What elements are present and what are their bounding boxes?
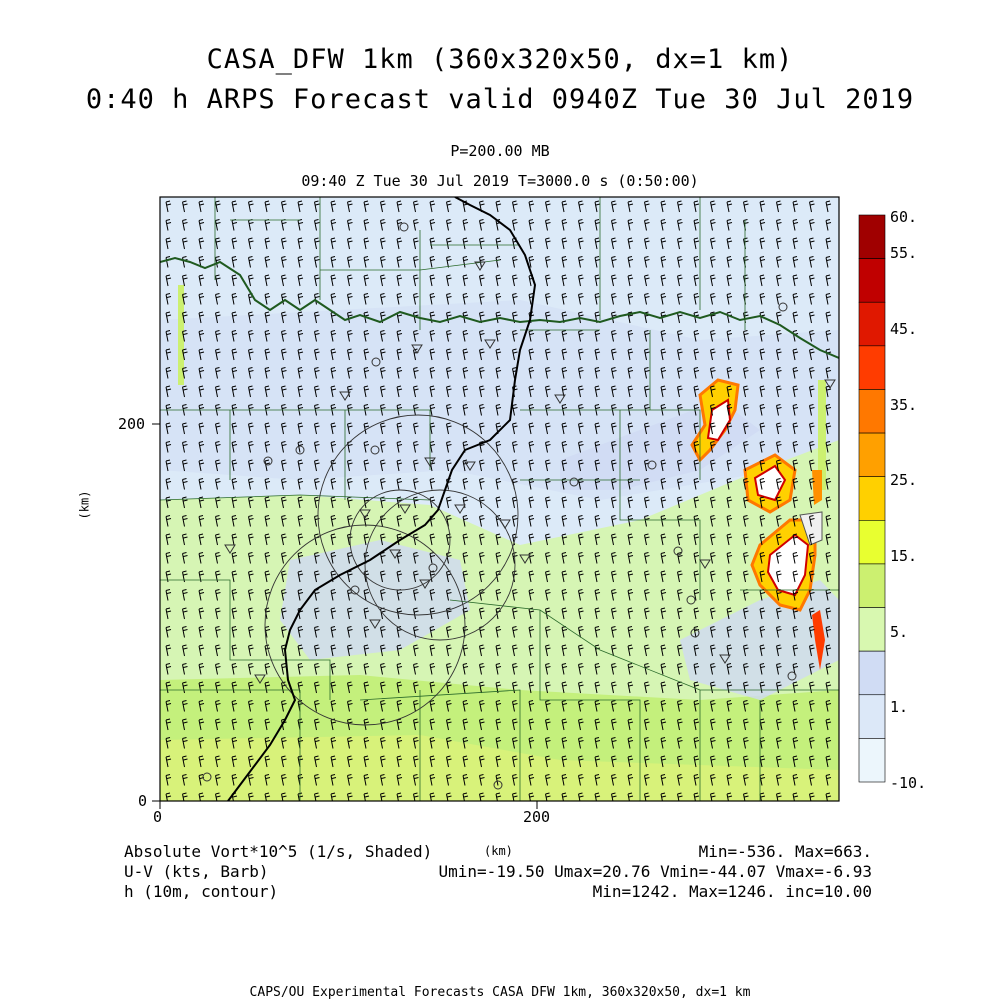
stats-vorticity: Min=-536. Max=663. [698, 842, 872, 861]
legend-height: h (10m, contour) [124, 882, 279, 901]
colorbar-swatch [859, 389, 885, 433]
stats-height: Min=1242. Max=1246. inc=10.00 [592, 882, 872, 901]
y-tick-200: 200 [118, 415, 146, 433]
x-tick-0: 0 [153, 808, 163, 826]
y-tick-0: 0 [138, 792, 148, 810]
colorbar-swatch [859, 477, 885, 521]
colorbar-swatch [859, 738, 885, 782]
colorbar-swatch [859, 520, 885, 564]
colorbar-swatch [859, 346, 885, 390]
footer-credit: CAPS/OU Experimental Forecasts CASA DFW 1km, 360x320x50, dx=1 km [249, 985, 751, 1000]
colorbar-label: 5. [890, 623, 909, 641]
colorbar-label: 55. [890, 244, 918, 262]
title-line-2: 0:40 h ARPS Forecast valid 0940Z Tue 30 Jul 2019 [85, 84, 915, 115]
colorbar-swatch [859, 259, 885, 303]
title-line-1: CASA_DFW 1km (360x320x50, dx=1 km) [206, 44, 794, 75]
colorbar-label: 15. [890, 547, 918, 565]
colorbar-label: 60. [890, 208, 918, 226]
colorbar-label: -10. [890, 774, 927, 792]
legend-vorticity: Absolute Vort*10^5 (1/s, Shaded) [124, 842, 433, 861]
x-axis-label: (km) [484, 844, 513, 858]
map-field [160, 197, 839, 801]
x-tick-200: 200 [523, 808, 551, 826]
colorbar-swatch [859, 608, 885, 652]
legend-wind: U-V (kts, Barb) [124, 862, 269, 881]
colorbar-swatch [859, 651, 885, 695]
colorbar-label: 45. [890, 320, 918, 338]
colorbar-swatch [859, 433, 885, 477]
colorbar-swatch [859, 302, 885, 346]
y-axis-label: (km) [77, 490, 92, 520]
colorbar-label: 35. [890, 396, 918, 414]
colorbar-swatch [859, 695, 885, 739]
colorbar-swatch [859, 215, 885, 259]
pressure-level: P=200.00 MB [450, 142, 550, 160]
wind-barbs [160, 197, 839, 801]
stats-wind: Umin=-19.50 Umax=20.76 Vmin=-44.07 Vmax=-6.93 [438, 862, 872, 881]
colorbar [859, 215, 885, 782]
colorbar-label: 25. [890, 471, 918, 489]
colorbar-swatch [859, 564, 885, 608]
colorbar-label: 1. [890, 698, 909, 716]
valid-time-line: 09:40 Z Tue 30 Jul 2019 T=3000.0 s (0:50:00) [301, 172, 699, 190]
